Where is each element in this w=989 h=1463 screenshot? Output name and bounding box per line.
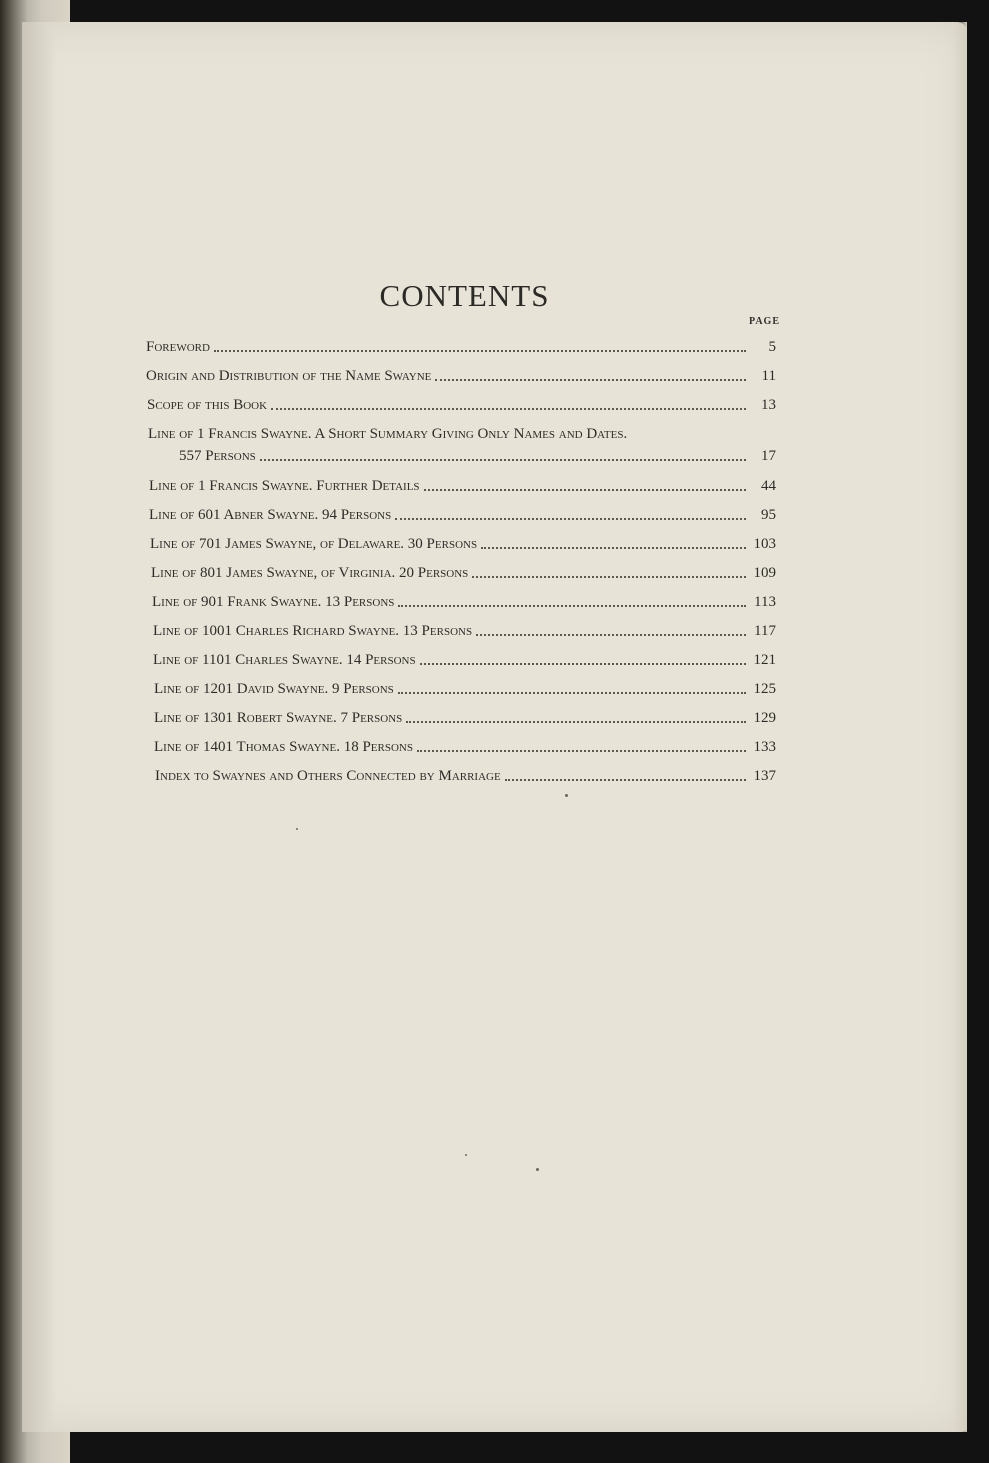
- toc-entry-page: 129: [753, 710, 776, 726]
- toc-entry-label: Line of 1 Francis Swayne. Further Details: [149, 478, 420, 494]
- toc-entry-line-1301[interactable]: [154, 707, 776, 729]
- toc-entry-scope[interactable]: [147, 394, 776, 416]
- toc-entry-label: Foreword: [146, 339, 210, 355]
- toc-entry-label: Line of 1101 Charles Swayne. 14 Persons: [153, 652, 416, 668]
- toc-entry-page: 44: [761, 478, 776, 494]
- dot-leader: [398, 678, 746, 694]
- toc-entry-page: 133: [753, 739, 776, 755]
- toc-entry-line-1401[interactable]: [154, 736, 776, 758]
- toc-entry-label: Index to Swaynes and Others Connected by Marriage: [155, 768, 501, 784]
- dot-leader: [420, 649, 746, 665]
- dot-leader: [398, 591, 746, 607]
- paper-speck: [465, 1154, 467, 1156]
- toc-entry-page: 13: [761, 397, 776, 413]
- toc-entry-summary[interactable]: [179, 445, 776, 467]
- dot-leader: [271, 394, 746, 410]
- toc-entry-page: 5: [768, 339, 776, 355]
- toc-entry-line-801[interactable]: [151, 562, 776, 584]
- toc-entry-label: 557 Persons: [179, 448, 256, 464]
- toc-entry-line-701[interactable]: [150, 533, 776, 555]
- table-of-contents: [22, 22, 967, 822]
- toc-entry-line-1201[interactable]: [154, 678, 776, 700]
- toc-entry-label: Line of 901 Frank Swayne. 13 Persons: [152, 594, 395, 610]
- dot-leader: [505, 765, 746, 781]
- toc-entry-label: Scope of this Book: [147, 397, 268, 413]
- toc-entry-page: 17: [761, 448, 776, 464]
- toc-entry-page: 113: [754, 594, 776, 610]
- page-column-label: PAGE: [748, 316, 780, 327]
- toc-entry-further-details[interactable]: [149, 475, 776, 497]
- toc-entry-line-1101[interactable]: [153, 649, 776, 671]
- toc-entry-label: Line of 701 James Swayne, of Delaware. 30 Persons: [150, 536, 478, 552]
- dot-leader: [424, 475, 746, 491]
- toc-entry-page: 109: [753, 565, 776, 581]
- dot-leader: [406, 707, 746, 723]
- dot-leader: [435, 365, 746, 381]
- toc-entry-foreword[interactable]: [146, 336, 776, 358]
- toc-entry-page: 11: [761, 368, 776, 384]
- dot-leader: [260, 445, 746, 461]
- toc-entry-page: 103: [753, 536, 776, 552]
- dot-leader: [481, 533, 746, 549]
- page-title: CONTENTS: [379, 278, 550, 313]
- toc-entry-index[interactable]: [155, 765, 776, 787]
- dot-leader: [395, 504, 746, 520]
- toc-entry-page: 117: [754, 623, 776, 639]
- toc-entry-line-901[interactable]: [152, 591, 776, 613]
- toc-entry-label: Line of 1301 Robert Swayne. 7 Persons: [154, 710, 403, 726]
- toc-entry-label: Line of 1001 Charles Richard Swayne. 13 Persons: [153, 623, 473, 639]
- toc-entry-label: Line of 1401 Thomas Swayne. 18 Persons: [154, 739, 413, 755]
- book-page: [22, 22, 967, 1432]
- dot-leader: [214, 336, 746, 352]
- dot-leader: [417, 736, 746, 752]
- toc-entry-page: 125: [753, 681, 776, 697]
- paper-speck: [296, 828, 298, 830]
- toc-entry-label: Origin and Distribution of the Name Swayne: [146, 368, 432, 384]
- paper-speck: [536, 1168, 539, 1171]
- toc-entry-label: Line of 601 Abner Swayne. 94 Persons: [149, 507, 392, 523]
- toc-entry-label: Line of 1201 David Swayne. 9 Persons: [154, 681, 394, 697]
- toc-entry-origin[interactable]: [146, 365, 776, 387]
- toc-entry-page: 121: [753, 652, 776, 668]
- toc-entry-summary-line1: Line of 1 Francis Swayne. A Short Summary Giving Only Names and Dates.: [148, 426, 628, 442]
- toc-entry-page: 137: [753, 768, 776, 784]
- paper-speck: [565, 794, 568, 797]
- toc-entry-line-1001[interactable]: [153, 620, 776, 642]
- toc-entry-line-601[interactable]: [149, 504, 776, 526]
- dot-leader: [476, 620, 746, 636]
- toc-entry-page: 95: [761, 507, 776, 523]
- dot-leader: [472, 562, 746, 578]
- toc-entry-label: Line of 801 James Swayne, of Virginia. 20 Persons: [151, 565, 469, 581]
